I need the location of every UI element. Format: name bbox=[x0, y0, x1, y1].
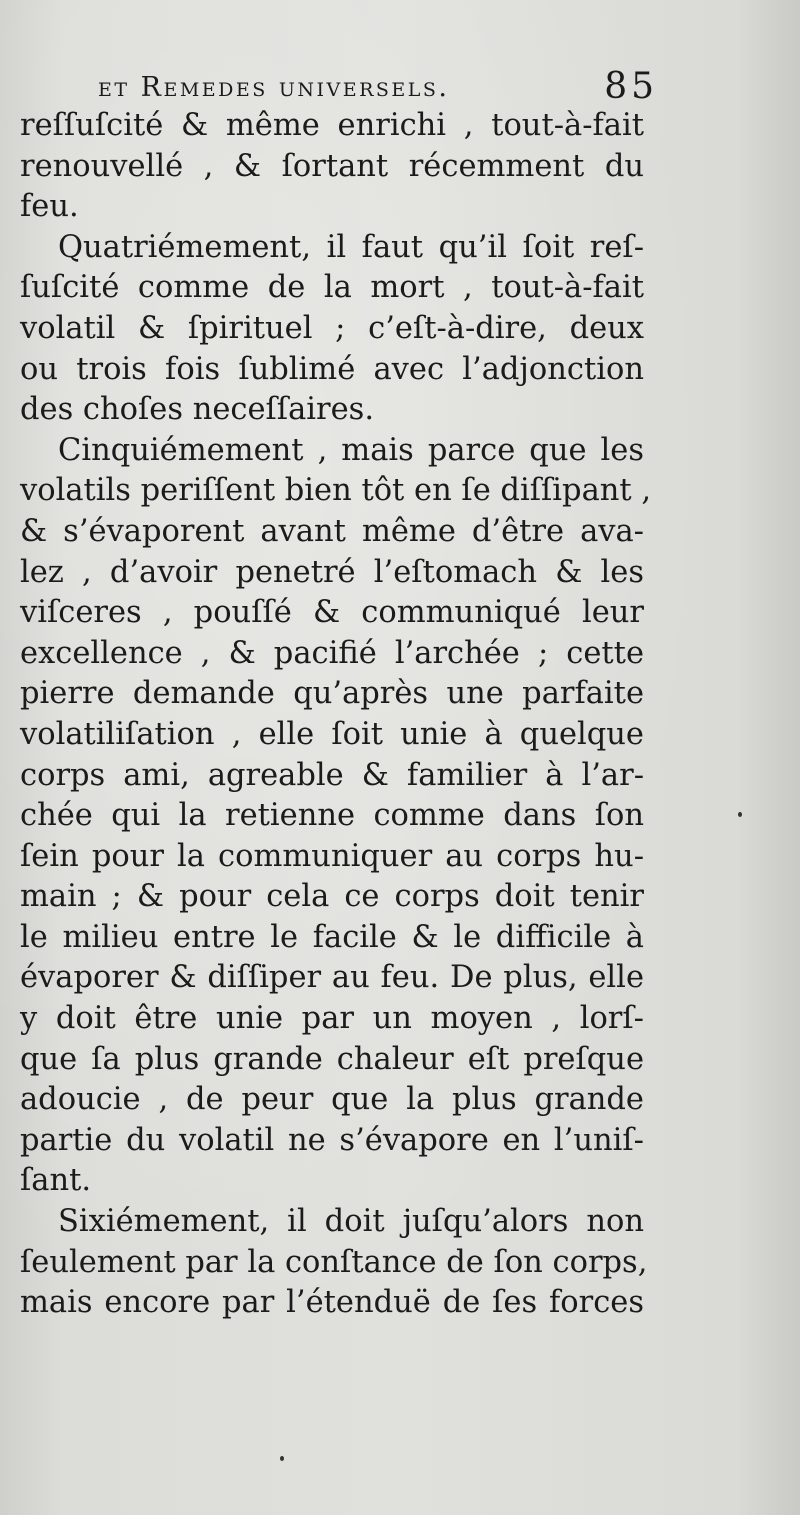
text-line: ſein pour la communiquer au corps hu- bbox=[20, 838, 644, 874]
text-line: ſant. bbox=[20, 1163, 92, 1199]
text-line: volatils periſſent bien tôt en ſe diſſipant , bbox=[20, 473, 652, 509]
text-line: partie du volatil ne s’évapore en l’uniſ- bbox=[20, 1122, 644, 1158]
text-line: ſeulement par la conſtance de ſon corps, bbox=[20, 1244, 648, 1280]
text-line: viſceres , pouſſé & communiqué leur bbox=[20, 595, 644, 631]
body-text bbox=[20, 106, 652, 1324]
running-head bbox=[98, 66, 658, 110]
text-line: ou trois fois ſublimé avec l’adjonction bbox=[20, 351, 644, 387]
text-line: renouvellé , & ſortant récemment du bbox=[20, 148, 644, 184]
text-line: reſſuſcité & même enrichi , tout-à-fait bbox=[20, 108, 644, 143]
text-line: volatil & ſpirituel ; c’eſt-à-dire, deux bbox=[20, 310, 644, 346]
text-line: corps ami, agreable & familier à l’ar- bbox=[20, 757, 644, 793]
text-line: lez , d’avoir penetré l’eſtomach & les bbox=[20, 554, 644, 590]
running-head-title: et Remedes universels. bbox=[98, 72, 450, 103]
text-line: le milieu entre le facile & le difficile à bbox=[20, 919, 644, 955]
text-line: & s’évaporent avant même d’être ava- bbox=[20, 513, 644, 549]
text-line: pierre demande qu’après une parfaite bbox=[20, 676, 644, 712]
ink-speck bbox=[280, 1456, 284, 1461]
ink-speck bbox=[738, 812, 742, 817]
text-line: Quatriémement, il faut qu’il ſoit reſ- bbox=[58, 229, 644, 265]
text-line: main ; & pour cela ce corps doit tenir bbox=[20, 879, 644, 915]
text-line: adoucie , de peur que la plus grande bbox=[20, 1082, 644, 1118]
text-line: évaporer & diſſiper au feu. De plus, elle bbox=[20, 960, 644, 996]
text-line: y doit être unie par un moyen , lorſ- bbox=[20, 1001, 644, 1037]
text-line: Cinquiémement , mais parce que les bbox=[58, 432, 644, 468]
text-line: mais encore par l’étenduë de ſes forces bbox=[20, 1285, 644, 1321]
text-line: des choſes neceſſaires. bbox=[20, 392, 375, 428]
page-number: 85 bbox=[604, 66, 658, 107]
text-line: volatiliſation , elle ſoit unie à quelque bbox=[20, 716, 644, 752]
text-line: excellence , & pacifié l’archée ; cette bbox=[20, 635, 644, 671]
text-line: chée qui la retienne comme dans ſon bbox=[20, 798, 644, 834]
text-line: que ſa plus grande chaleur eſt preſque bbox=[20, 1041, 644, 1077]
text-line: Sixiémement, il doit juſqu’alors non bbox=[58, 1204, 644, 1240]
text-line: ſuſcité comme de la mort , tout-à-fait bbox=[20, 270, 644, 306]
text-line: feu. bbox=[20, 189, 79, 225]
